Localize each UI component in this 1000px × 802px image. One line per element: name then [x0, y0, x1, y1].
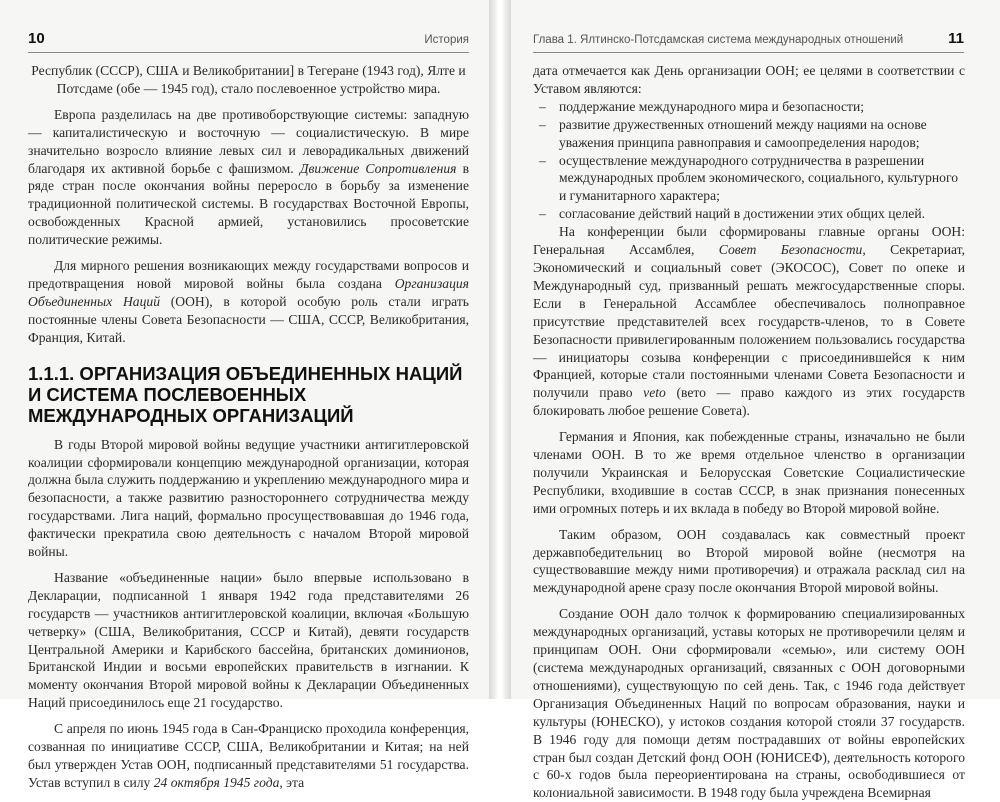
section-heading: 1.1.1. ОРГАНИЗАЦИЯ ОБЪЕДИНЕННЫХ НАЦИЙ И СИСТЕМА ПОСЛЕВОЕННЫХ МЕЖДУНАРОДНЫХ ОРГАНИЗАЦИЙ: [28, 362, 463, 426]
italic-term: veto: [643, 385, 666, 401]
running-head-left: История: [424, 34, 469, 46]
italic-date: 24 октября 1945 года: [153, 774, 280, 790]
header-rule-left: [28, 52, 469, 53]
right-body: [533, 62, 965, 802]
paragraph: Для мирного решения возникающих между государствами вопросов и предотвращения новой мировой войны была создана Организация Объединенных Наций (ООН), в которой особую роль стали играть постоянные члены Совета Безопасности — США, СССР, Великобритания, Франция, Китай.: [28, 258, 469, 345]
paragraph: Германия и Япония, как побежденные страны, изначально не были членами ООН. В то же время отдельное членство в организации получили Украинская и Белорусская Советские Социалистические Республики, входившие в состав СССР, в знак признания понесенных ими огромных потерь и их вклада в победу во Второй мировой войне.: [533, 429, 965, 516]
italic-term: Организация Объединенных Наций: [28, 275, 469, 309]
paragraph: Таким образом, ООН создавалась как совместный проект державпобедительниц во Второй мировой войне (несмотря на существовавшие между ними противоречия) и отражала расклад сил на международной арене сразу после окончания Второй мировой войны.: [533, 526, 965, 596]
left-running-header: [28, 24, 469, 54]
paragraph: С апреля по июнь 1945 года в Сан-Франциско проходила конференция, созванная по инициативе СССР, США, Великобритании и Китая; на ней был утвержден Устав ООН, подписанный представителями 51 государства. Устав вступил в силу 24 октября 1945 года, эта: [28, 721, 469, 790]
left-body: [28, 62, 469, 792]
list-item: – осуществление международного сотрудничества в разрешении международных проблем экономического, социального, культурного и гуманитарного характера;: [539, 152, 959, 204]
paragraph: Название «объединенные нации» было впервые использовано в Декларации, подписанной 1 января 1942 года представителями 26 государств — участников антигитлеровской коалиции, включая «Большую четверку» (США, Великобритания, СССР и Китай), девяти государств Центральной Америки и Карибского бассейна, британских доминионов, Британской Индии и восьми европейских правительств в изгнании. К моменту окончания Второй мировой войны к Декларации Объединенных Наций присоединилось еще 21 государство.: [28, 569, 469, 711]
page-number-right: 11: [948, 30, 964, 47]
paragraph: На конференции были сформированы главные органы ООН: Генеральная Ассамблея, Совет Безопасности, Секретариат, Экономический и социальный совет (ЭКОСОС), Совет по опеке и Международный суд, призванный решать межгосударственные споры. Если в Генеральной Ассамблее обеспечивалось полноправное присутствие представителей всех государств-членов, то в Совете Безопасности привилегированным положением пользовались государства — инициаторы созыва конференции с присоединившейся к ним Францией, которые стали постоянными членами Совета Безопасности и получили право veto (вето — право каждого из этих государств блокировать любое решение Совета).: [533, 224, 966, 419]
right-page: [511, 0, 1000, 801]
goals-list: [533, 98, 965, 223]
book-gutter: [489, 0, 511, 699]
list-item: – развитие дружественных отношений между нациями на основе уважения принципа равноправия и самоопределения народов;: [539, 116, 927, 150]
header-rule-right: [533, 52, 964, 53]
page-number-left: 10: [28, 30, 45, 47]
italic-term: Совет Безопасности: [718, 242, 863, 258]
right-running-header: [533, 24, 964, 54]
paragraph: В годы Второй мировой войны ведущие участники антигитлеровской коалиции сформировали концепцию международной организации, которая должна была служить поддержанию и укреплению международного мира и безопасности, а также развитию разностороннего сотрудничества между государствами. Лига наций, формально просуществовавшая до 1946 года, фактически прекратила свою деятельность с началом Второй мировой войны.: [28, 436, 469, 560]
paragraph: Создание ООН дало толчок к формированию специализированных международных организаций, уставы которых не противоречили целям и принципам ООН. Они сформировали «семью», или систему ООН (система международных организаций, связанных с ООН договорными отношениями), существующую по сей день. Так, с 1946 года действует Организация Объединенных Наций по вопросам образования, науки и культуры (ЮНЕСКО), у истоков создания которой стояли 37 государств. В 1946 году для помощи детям пострадавших от войны европейских стран был создан Детский фонд ООН (ЮНИСЕФ), деятельность которого с 60-х годов была переориентирована на страны, освободившиеся от колониальной зависимости. В 1948 году была учреждена Всемирная: [533, 606, 965, 801]
left-page: [0, 0, 489, 790]
paragraph: Европа разделилась на две противоборствующие системы: западную — капиталистическую и восточную — социалистическую. В мире значительно возросло влияние левых сил и леворадикальных движений благодаря их активной борьбе с фашизмом. Движение Сопротивления в ряде стран после окончания войны переросло в борьбу за изменение традиционной политической системы. В государствах Восточной Европы, освобожденных Красной армией, установились просоветские политические режимы.: [28, 106, 470, 248]
list-item: – поддержание международного мира и безопасности;: [539, 98, 865, 114]
fragment-paragraph: Республик (СССР), США и Великобритании] в Тегеране (1943 год), Ялте и Потсдаме (обе — 1945 год), стало послевоенное устройство мира.: [31, 63, 466, 96]
italic-term: Движение Сопротивления: [299, 160, 457, 176]
paragraph: дата отмечается как День организации ООН; ее целями в соответствии с Уставом являются:: [533, 63, 965, 96]
running-head-right: Глава 1. Ялтинско-Потсдамская система международных отношений: [533, 34, 904, 46]
list-item: – согласование действий наций в достижении этих общих целей.: [539, 206, 925, 222]
